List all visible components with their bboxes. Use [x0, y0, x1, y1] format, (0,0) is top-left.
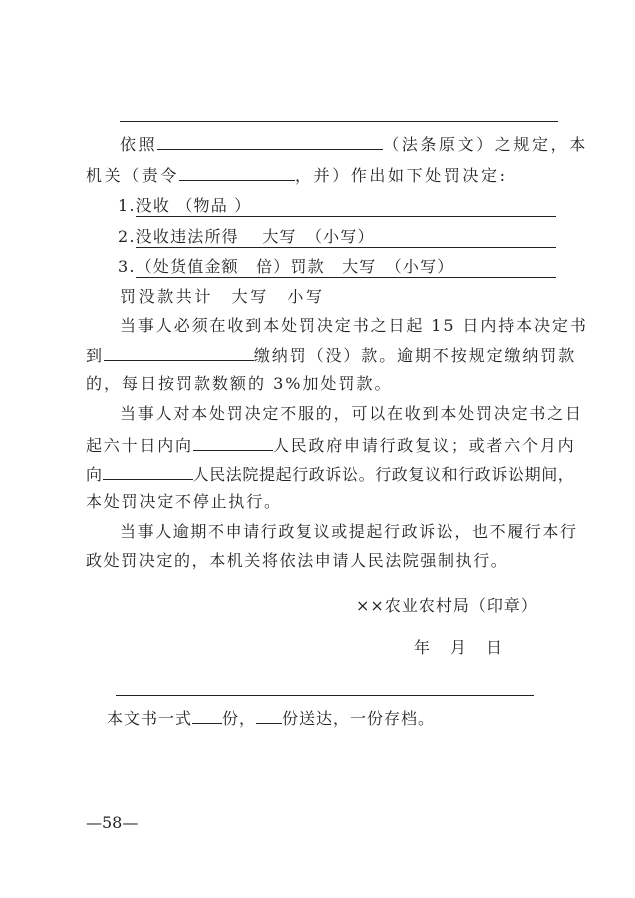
text: 到: [86, 346, 104, 365]
blank-payment-place[interactable]: [104, 345, 254, 361]
text: ，并）作出如下处罚决定:: [295, 166, 508, 185]
page-number: —58—: [86, 813, 139, 832]
blank-copies[interactable]: [192, 708, 222, 724]
date-line: 年 月 日: [414, 638, 505, 657]
item-number: 1.: [118, 196, 136, 215]
blank-government[interactable]: [193, 435, 273, 451]
para2-line2: [86, 345, 576, 366]
para4-line1: 当事人逾期不申请行政复议或提起行政诉讼，也不履行本行: [120, 522, 578, 541]
para3-line2: [86, 435, 575, 456]
text: 人民政府申请行政复议；或者六个月内: [272, 436, 576, 455]
item-1: [118, 196, 556, 217]
text: 向: [86, 465, 103, 484]
para2-line1: 当事人必须在收到本处罚决定书之日起 15 日内持本决定书: [120, 316, 588, 335]
blank-served[interactable]: [256, 708, 282, 724]
text: 起六十日内向: [86, 436, 193, 455]
item-2: [118, 227, 556, 248]
seal-text: ××农业农村局（印章）: [356, 596, 538, 615]
para3-line3: [86, 464, 574, 485]
para1-line2: [86, 165, 508, 186]
item-number: 3.: [118, 257, 136, 276]
blank-order[interactable]: [179, 165, 295, 181]
item-text: （处货值金额 倍）罚款 大写 （小写）: [136, 257, 556, 278]
para4-line2: 政处罚决定的，本机关将依法申请人民法院强制执行。: [86, 551, 509, 570]
bottom-rule: [116, 695, 534, 696]
text: 人民法院提起行政诉讼。行政复议和行政诉讼期间，: [192, 465, 575, 484]
text: 份送达，一份存档。: [282, 709, 436, 728]
item-text: 没收 （物品 ）: [136, 196, 556, 217]
para3-line4: 本处罚决定不停止执行。: [86, 492, 282, 511]
item-text: 没收违法所得 大写 （小写）: [136, 227, 556, 248]
text: 机关（责令: [86, 166, 180, 185]
blank-court[interactable]: [103, 464, 193, 480]
item-3: [118, 257, 556, 278]
para2-line3: 的，每日按罚款数额的 3%加处罚款。: [86, 374, 393, 393]
blank-law-text[interactable]: [157, 134, 383, 150]
text: （法条原文）之规定，本: [383, 135, 588, 154]
text: 份，: [222, 709, 257, 728]
para1-line1: [120, 134, 588, 155]
para3-line1: 当事人对本处罚决定不服的，可以在收到本处罚决定书之日: [120, 404, 583, 423]
top-rule: [120, 121, 558, 122]
text: 依照: [120, 135, 158, 154]
text: 缴纳罚（没）款。逾期不按规定缴纳罚款: [253, 346, 577, 365]
total-line: 罚没款共计 大写 小写: [120, 287, 325, 306]
footer-line: [107, 708, 435, 729]
text: 本文书一式: [107, 709, 193, 728]
item-number: 2.: [118, 227, 136, 246]
